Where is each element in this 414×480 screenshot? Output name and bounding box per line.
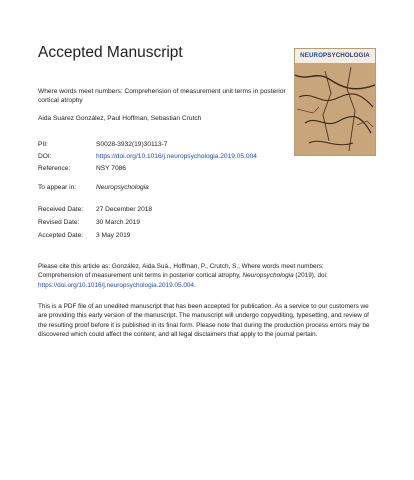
reference-label: Reference: [38, 165, 71, 172]
accepted-value: 3 May 2019 [96, 232, 131, 239]
accepted-row [38, 232, 130, 239]
pii-label: PII: [38, 141, 48, 148]
disclaimer-paragraph: This is a PDF file of an unedited manuscript that has been accepted for publication. As a service to our customers we are providing this early version of the manuscript. The manuscript will undergo copyediting, typesetting, and review of the resulting proof before it is published in its final form. Please note that during the production process errors may be discovered which could affect the content, and all legal disclaimers that apply to the journal pertain. [38, 303, 370, 339]
journal-name-suffix: PSYCHOLOGIA [323, 52, 370, 59]
cover-artwork [295, 63, 375, 155]
journal-cover-image [294, 48, 376, 156]
received-label: Received Date: [38, 206, 84, 213]
doi-row [38, 153, 257, 160]
journal-name: Neuropsychologia [96, 184, 149, 191]
citation-end: . [193, 281, 196, 289]
reference-row [38, 165, 126, 172]
citation-line-1: Please cite this article as: González, Aida.Suá., Hoffman, P., Crutch, S., Where words meet numbers: [38, 263, 324, 270]
doi-label: DOI: [38, 153, 52, 160]
doi-link[interactable]: https://doi.org/10.1016/j.neuropsychologia.2019.05.004 [96, 153, 257, 160]
accepted-label: Accepted Date: [38, 232, 84, 239]
citation-line-2a: Comprehension of measurement unit terms in posterior cortical atrophy, [38, 272, 243, 280]
journal-cover-masthead [295, 49, 375, 63]
page-title: Accepted Manuscript [38, 44, 183, 61]
revised-value: 30 March 2019 [96, 219, 140, 226]
citation-journal: Neuropsychologia [242, 272, 294, 280]
pii-row [38, 141, 167, 148]
journal-name-prefix: NEURO [300, 52, 324, 59]
received-row [38, 206, 152, 213]
revised-row [38, 219, 140, 226]
citation-line-2b: (2019), doi: [293, 272, 328, 280]
appear-label: To appear in: [38, 184, 77, 191]
received-value: 27 December 2018 [96, 206, 153, 213]
article-title: Where words meet numbers: Comprehension of measurement unit terms in posterior cortical atrophy [38, 88, 286, 104]
citation-doi-link[interactable]: https://doi.org/10.1016/j.neuropsychologia.2019.05.004 [38, 281, 194, 289]
appear-row [38, 184, 149, 191]
revised-label: Revised Date: [38, 219, 80, 226]
reference-value: NSY 7086 [96, 165, 126, 172]
pii-value: S0028-3932(19)30113-7 [96, 141, 168, 148]
citation-paragraph [38, 262, 378, 290]
article-authors: Aida Suárez González, Paul Hoffman, Sebastian Crutch [38, 115, 202, 122]
